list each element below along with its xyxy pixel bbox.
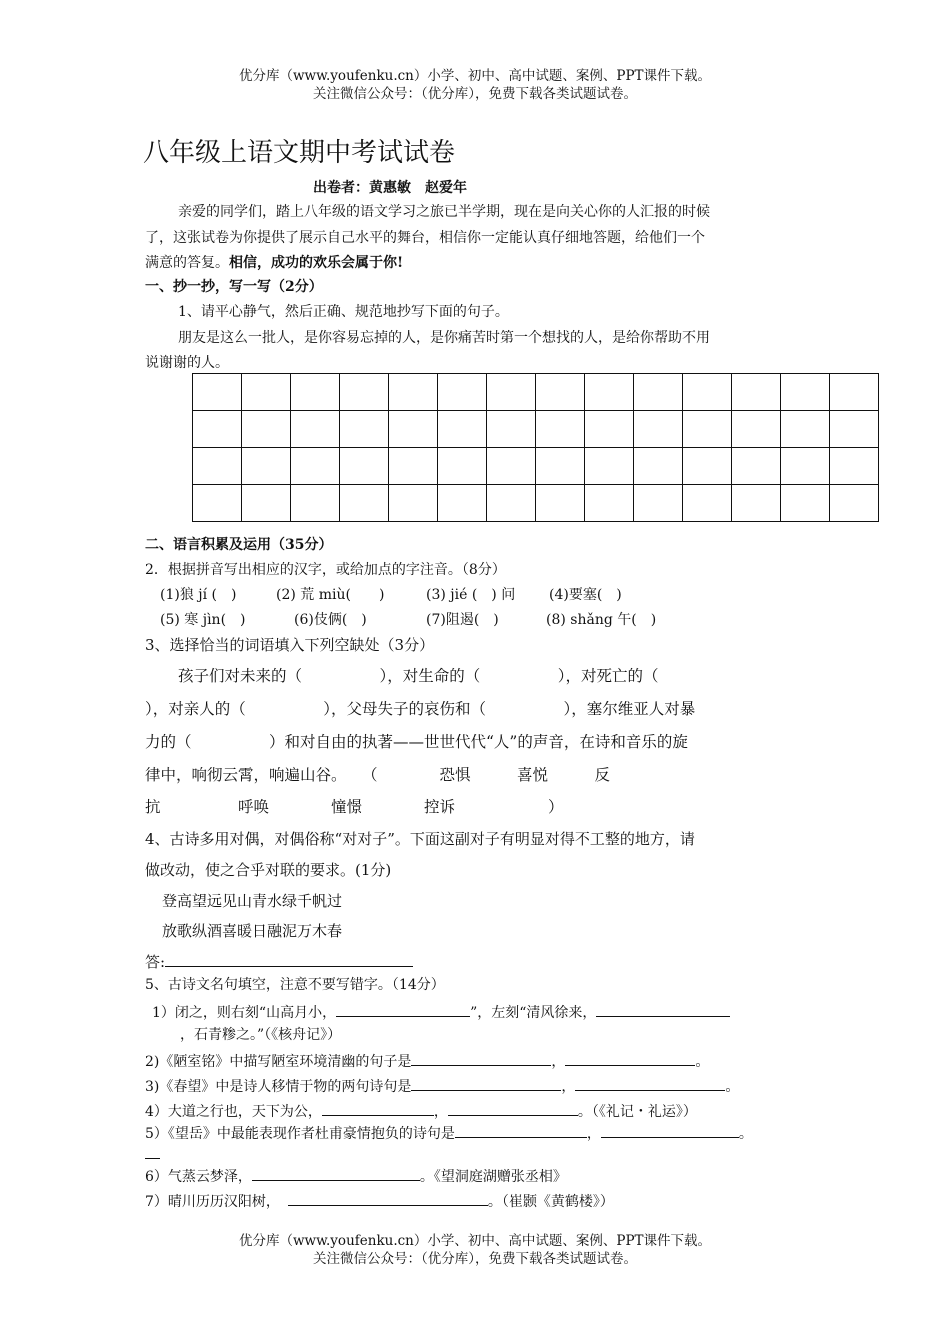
q5-item1-line2: ，石青糁之。”（《核舟记》） — [180, 1027, 342, 1043]
q5-item5: 5）《望岳》中最能表现作者杜甫豪情抱负的诗句是 ， 。 — [145, 1123, 753, 1143]
q3-line4: 律中，响彻云霄，响遍山谷。 （ 恐惧 喜悦 反 — [145, 766, 611, 784]
blank-1b[interactable] — [596, 1002, 730, 1017]
grid-cell[interactable] — [634, 485, 683, 522]
grid-cell[interactable] — [389, 374, 438, 411]
grid-cell[interactable] — [585, 485, 634, 522]
grid-cell[interactable] — [242, 374, 291, 411]
q3-instruction: 3、选择恰当的词语填入下列空缺处（3分） — [145, 636, 435, 654]
grid-cell[interactable] — [291, 448, 340, 485]
blank-5b[interactable] — [601, 1123, 739, 1138]
pinyin-item-2: (2) 荒 miù( ) — [276, 587, 385, 603]
grid-row — [193, 448, 879, 485]
grid-cell[interactable] — [683, 374, 732, 411]
grid-cell[interactable] — [242, 485, 291, 522]
grid-cell[interactable] — [340, 374, 389, 411]
pinyin-item-1: (1)狼 jí ( ) — [160, 587, 237, 603]
grid-row — [193, 485, 879, 522]
grid-cell[interactable] — [242, 448, 291, 485]
blank-5a[interactable] — [455, 1123, 587, 1138]
q4-answer-blank[interactable] — [165, 952, 413, 967]
intro-line1: 亲爱的同学们，踏上八年级的语文学习之旅已半学期，现在是向关心你的人汇报的时候 — [178, 204, 710, 220]
grid-cell[interactable] — [340, 411, 389, 448]
grid-cell[interactable] — [683, 485, 732, 522]
blank-6[interactable] — [252, 1166, 420, 1181]
q4-instruction-line1: 4、古诗多用对偶，对偶俗称“对对子”。下面这副对子有明显对得不工整的地方，请 — [145, 830, 695, 848]
grid-cell[interactable] — [438, 411, 487, 448]
site-footer-line2: 关注微信公众号：（优分库），免费下载各类试题试卷。 — [313, 1251, 637, 1267]
blank-1a[interactable] — [336, 1002, 470, 1017]
blank-2b[interactable] — [565, 1051, 695, 1066]
q2-instruction: 2．根据拼音写出相应的汉字，或给加点的字注音。（8分） — [145, 562, 506, 578]
grid-cell[interactable] — [585, 374, 634, 411]
grid-cell[interactable] — [438, 374, 487, 411]
q5-item1-line1: 1）闭之，则右刻“山高月小， ”，左刻“清风徐来， — [152, 1002, 730, 1022]
grid-cell[interactable] — [193, 448, 242, 485]
grid-cell[interactable] — [193, 485, 242, 522]
site-header-line2: 关注微信公众号：（优分库），免费下载各类试题试卷。 — [313, 86, 637, 102]
copy-sentence-line1: 朋友是这么一批人，是你容易忘掉的人，是你痛苦时第一个想找的人，是给你帮助不用 — [178, 330, 710, 346]
grid-cell[interactable] — [830, 374, 879, 411]
q5-item3: 3)《春望》中是诗人移情于物的两句诗句是 ， 。 — [145, 1076, 739, 1096]
pinyin-item-8: (8) shǎng 午( ) — [546, 612, 657, 628]
grid-cell[interactable] — [634, 374, 683, 411]
blank-4a[interactable] — [322, 1101, 434, 1116]
couplet-line2: 放歌纵酒喜暖日融泥万木春 — [162, 922, 343, 940]
section2-heading: 二、语言积累及运用（35分） — [145, 537, 333, 553]
grid-cell[interactable] — [389, 411, 438, 448]
couplet-line1: 登高望远见山青水绿千帆过 — [162, 892, 343, 910]
q1-instruction: 1、请平心静气，然后正确、规范地抄写下面的句子。 — [178, 304, 509, 320]
intro-line2: 了，这张试卷为你提供了展示自己水平的舞台，相信你一定能认真仔细地答题，给他们一个 — [145, 230, 705, 246]
pinyin-item-4: (4)要塞( ) — [549, 587, 622, 603]
blank-2a[interactable] — [411, 1051, 551, 1066]
site-footer-line1: 优分库（www.youfenku.cn）小学、初中、高中试题、案例、PPT课件下载。 — [238, 1233, 712, 1249]
q4-answer: 答: — [145, 951, 413, 972]
q5-item6: 6）气蒸云梦泽， 。《望洞庭湖赠张丞相》 — [145, 1166, 567, 1186]
grid-row — [193, 374, 879, 411]
grid-cell[interactable] — [732, 374, 781, 411]
q4-instruction-line2: 做改动，使之合乎对联的要求。(1分) — [145, 861, 392, 879]
grid-cell[interactable] — [487, 485, 536, 522]
pinyin-item-5: (5) 寒 jìn( ) — [160, 612, 246, 628]
grid-cell[interactable] — [732, 411, 781, 448]
grid-cell[interactable] — [732, 485, 781, 522]
grid-cell[interactable] — [585, 448, 634, 485]
q5-item2: 2)《陋室铭》中描写陋室环境清幽的句子是 ， 。 — [145, 1051, 709, 1071]
grid-cell[interactable] — [781, 411, 830, 448]
grid-cell[interactable] — [340, 448, 389, 485]
grid-cell[interactable] — [291, 411, 340, 448]
grid-cell[interactable] — [683, 411, 732, 448]
grid-cell[interactable] — [830, 448, 879, 485]
grid-cell[interactable] — [340, 485, 389, 522]
grid-cell[interactable] — [389, 485, 438, 522]
grid-cell[interactable] — [781, 374, 830, 411]
q5-item4: 4）大道之行也，天下为公， ， 。（《礼记・礼运》） — [145, 1101, 697, 1121]
grid-cell[interactable] — [242, 411, 291, 448]
grid-cell[interactable] — [291, 485, 340, 522]
grid-cell[interactable] — [193, 411, 242, 448]
site-header-line1: 优分库（www.youfenku.cn）小学、初中、高中试题、案例、PPT课件下载。 — [238, 68, 712, 84]
grid-cell[interactable] — [536, 374, 585, 411]
blank-7[interactable] — [288, 1191, 488, 1206]
authors: 出卷者：黄惠敏 赵爱年 — [313, 180, 467, 196]
pinyin-item-6: (6)伎俩( ) — [294, 612, 367, 628]
grid-cell[interactable] — [438, 485, 487, 522]
blank-3a[interactable] — [411, 1076, 561, 1091]
q3-line1: 孩子们对未来的（ ），对生命的（ ），对死亡的（ — [178, 667, 659, 685]
grid-cell[interactable] — [193, 374, 242, 411]
wrap-rule — [145, 1158, 160, 1159]
page-title: 八年级上语文期中考试试卷 — [143, 138, 456, 168]
grid-cell[interactable] — [830, 485, 879, 522]
q3-line5: 抗 呼唤 憧憬 控诉 ） — [145, 798, 564, 816]
grid-cell[interactable] — [536, 411, 585, 448]
pinyin-item-7: (7)阻遏( ) — [426, 612, 499, 628]
grid-cell[interactable] — [389, 448, 438, 485]
q3-line3: 力的（ ）和对自由的执著——世世代代“人”的声音，在诗和音乐的旋 — [145, 733, 688, 751]
grid-cell[interactable] — [781, 485, 830, 522]
grid-cell[interactable] — [487, 448, 536, 485]
pinyin-item-3: (3) jié ( ) 问 — [426, 587, 516, 603]
grid-cell[interactable] — [487, 374, 536, 411]
grid-cell[interactable] — [683, 448, 732, 485]
grid-row — [193, 411, 879, 448]
grid-cell[interactable] — [634, 448, 683, 485]
blank-4b[interactable] — [448, 1101, 578, 1116]
writing-grid[interactable] — [192, 373, 879, 522]
grid-cell[interactable] — [291, 374, 340, 411]
grid-cell[interactable] — [732, 448, 781, 485]
grid-cell[interactable] — [634, 411, 683, 448]
grid-cell[interactable] — [438, 448, 487, 485]
grid-cell[interactable] — [585, 411, 634, 448]
copy-sentence-line2: 说谢谢的人。 — [145, 355, 229, 371]
grid-cell[interactable] — [830, 411, 879, 448]
grid-cell[interactable] — [536, 485, 585, 522]
q5-item7: 7）晴川历历汉阳树， 。（崔颢《黄鹤楼》） — [145, 1191, 614, 1211]
blank-3b[interactable] — [575, 1076, 725, 1091]
grid-cell[interactable] — [781, 448, 830, 485]
grid-cell[interactable] — [487, 411, 536, 448]
q5-instruction: 5、古诗文名句填空，注意不要写错字。（14分） — [145, 977, 445, 993]
section1-heading: 一、抄一抄，写一写（2分） — [145, 279, 323, 295]
intro-line3: 满意的答复。相信，成功的欢乐会属于你! — [145, 255, 404, 271]
grid-cell[interactable] — [536, 448, 585, 485]
q3-line2: ），对亲人的（ ），父母失子的哀伤和（ ），塞尔维亚人对暴 — [145, 700, 696, 718]
